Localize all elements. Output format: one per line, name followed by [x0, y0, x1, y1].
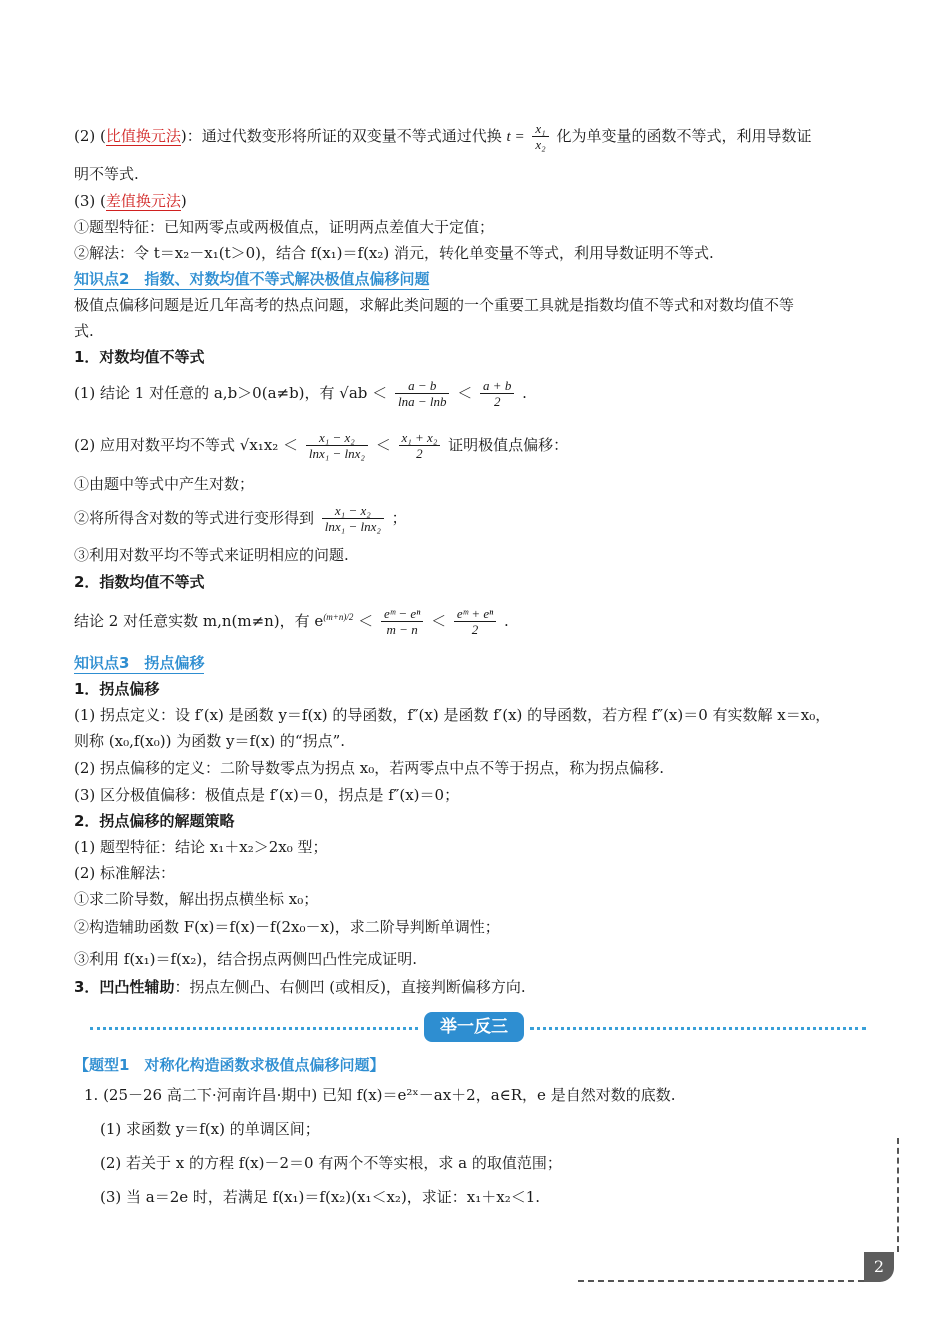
fraction-log-mean-x: $\frac{\text{x₁ − x₂}}{\text{lnx₁ − lnx₂}}$: [306, 430, 368, 462]
page-number: 2: [864, 1252, 894, 1282]
conclusion-2-line: 结论 2 对任意实数 m,n(m≠n)，有 $e^{(m+n)/2}$ ＜ $\frac{\text{eᵐ − eⁿ}}{m - n}$ ＜ $\frac{\text{eᵐ + eⁿ}}{2}$ .: [74, 606, 509, 637]
page-border-right: [897, 1138, 899, 1252]
kp2-heading-exp-mean: 2．指数均值不等式: [74, 573, 205, 591]
conclusion-1-line: (1) 结论 1 对任意的 a,b＞0(a≠b)，有 √ab ＜ $\frac{a - b}{\ln a - \ln b}$ ＜ $\frac{a + b}{2}$ .: [74, 378, 527, 409]
divider-left: [90, 1027, 418, 1030]
application-line: (2) 应用对数平均不等式 √x₁x₂ ＜ $\frac{\text{x₁ − x₂}}{\text{lnx₁ − lnx₂}}$ ＜ $\frac{\text{x₁ + x₂}}{2}$ 证明极值点偏移：: [74, 430, 569, 461]
knowledge-point-2-title: 知识点2 指数、对数均值不等式解决极值点偏移问题: [74, 270, 430, 288]
knowledge-point-3-title: 知识点3 拐点偏移: [74, 654, 205, 672]
kp2-intro-2: 式.: [74, 322, 94, 340]
fraction-log-mean: $\frac{a - b}{\ln a - \ln b}$: [395, 378, 450, 410]
question-part-2: (2) 若关于 x 的方程 f(x)－2＝0 有两个不等实根，求 a 的取值范围；: [100, 1154, 562, 1172]
method-3-solution: ②解法：令 t＝x₂－x₁(t＞0)，结合 f(x₁)＝f(x₂) 消元，转化单变量不等式，利用导数证明不等式.: [74, 244, 714, 262]
kp3-def-3: (3) 区分极值偏移：极值点是 f′(x)＝0，拐点是 f″(x)＝0；: [74, 786, 460, 804]
page-border-bottom: [578, 1280, 864, 1282]
kp3-strategy-4: ②构造辅助函数 F(x)＝f(x)－f(2x₀－x)，求二阶导判断单调性；: [74, 918, 500, 936]
kp3-strategy-1: (1) 题型特征：结论 x₁＋x₂＞2x₀ 型；: [74, 838, 328, 856]
kp3-def-1b: 则称 (x₀,f(x₀)) 为函数 y＝f(x) 的“拐点”.: [74, 732, 346, 750]
fraction-exp-arith-mean: $\frac{\text{eᵐ + eⁿ}}{2}$: [454, 606, 496, 638]
kp3-def-1: (1) 拐点定义：设 f′(x) 是函数 y＝f(x) 的导函数，f″(x) 是函数 f′(x) 的导函数，若方程 f″(x)＝0 有实数解 x＝x₀，: [74, 706, 831, 724]
fraction-exp-log-mean: $\frac{\text{eᵐ − eⁿ}}{m - n}$: [381, 606, 423, 638]
method-2-line: (2) (比值换元法)：通过代数变形将所证的双变量不等式通过代换 t = $\frac{\text{x₁}}{\text{x₂}}$ 化为单变量的函数不等式，利用导数证: [74, 121, 812, 152]
kp3-heading-inflection: 1．拐点偏移: [74, 680, 160, 698]
method-3-feature: ①题型特征：已知两零点或两极值点，证明两点差值大于定值；: [74, 218, 495, 236]
kp2-step-1: ①由题中等式中产生对数；: [74, 475, 255, 493]
kp2-heading-log-mean: 1．对数均值不等式: [74, 348, 205, 366]
method-ratio-substitution: 比值换元法: [105, 127, 181, 145]
kp3-strategy-2: (2) 标准解法：: [74, 864, 176, 882]
fraction-x1-over-x2: $\frac{\text{x₁}}{\text{x₂}}$: [532, 121, 548, 153]
fraction-log-mean-step: $\frac{\text{x₁ − x₂}}{\text{lnx₁ − lnx₂}}$: [322, 503, 384, 535]
method-3-line: (3) (差值换元法): [74, 192, 187, 210]
kp3-convexity: 3．凹凸性辅助：拐点左侧凸、右侧凹 (或相反)，直接判断偏移方向.: [74, 978, 526, 996]
practice-badge: 举一反三: [424, 1012, 524, 1042]
kp3-heading-strategy: 2．拐点偏移的解题策略: [74, 812, 235, 830]
kp3-def-2: (2) 拐点偏移的定义：二阶导数零点为拐点 x₀，若两零点中点不等于拐点，称为拐点偏移.: [74, 759, 665, 777]
method-difference-substitution: 差值换元法: [105, 192, 181, 210]
kp2-step-2: ②将所得含对数的等式进行变形得到 $\frac{\text{x₁ − x₂}}{\text{lnx₁ − lnx₂}}$ ；: [74, 503, 407, 534]
fraction-arith-mean: $\frac{a + b}{2}$: [480, 378, 514, 410]
question-part-3: (3) 当 a＝2e 时，若满足 f(x₁)＝f(x₂)(x₁＜x₂)，求证：x₁＋x₂＜1.: [100, 1188, 541, 1206]
divider-right: [530, 1027, 866, 1030]
fraction-arith-mean-x: $\frac{\text{x₁ + x₂}}{2}$: [399, 430, 441, 462]
question-stem: 1. (25－26 高二下·河南许昌·期中) 已知 f(x)＝e²ˣ－ax＋2，a∈R，e 是自然对数的底数.: [84, 1086, 676, 1104]
kp2-step-3: ③利用对数平均不等式来证明相应的问题.: [74, 546, 349, 564]
question-part-1: (1) 求函数 y＝f(x) 的单调区间；: [100, 1120, 320, 1138]
kp2-intro-1: 极值点偏移问题是近几年高考的热点问题，求解此类问题的一个重要工具就是指数均值不等式和对数均值不等: [74, 296, 795, 314]
question-type-title: 【题型1 对称化构造函数求极值点偏移问题】: [74, 1056, 385, 1074]
kp3-strategy-5: ③利用 f(x₁)＝f(x₂)，结合拐点两侧凹凸性完成证明.: [74, 950, 417, 968]
method-2-continuation: 明不等式.: [74, 165, 139, 183]
kp3-strategy-3: ①求二阶导数，解出拐点横坐标 x₀；: [74, 890, 319, 908]
